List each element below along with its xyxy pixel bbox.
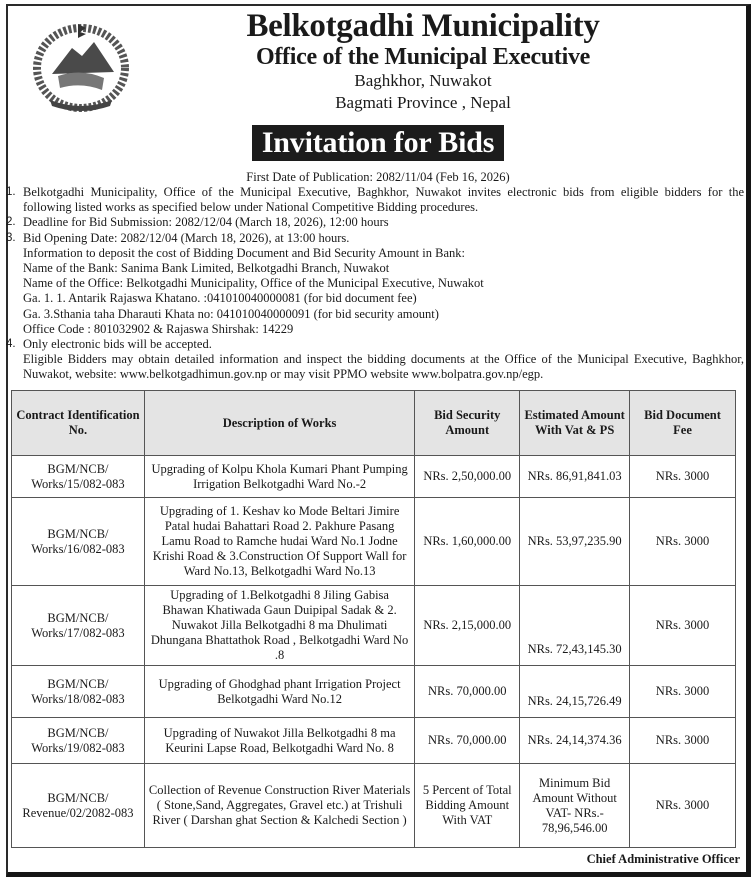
bid-security: NRs. 70,000.00 bbox=[415, 666, 520, 718]
eligible-bidders-text: Eligible Bidders may obtain detailed information and inspect the bidding documents at the Office of the Municipal Executive, Baghkhor, Nuwakot, website: www.belkotgadhimun.gov.np or may visit PPMO website www.bolpatra.gov.np/egp. bbox=[23, 352, 744, 382]
contract-id: BGM/NCB/ Works/19/082-083 bbox=[12, 718, 145, 764]
estimated-amount: NRs. 24,14,374.36 bbox=[520, 718, 630, 764]
document-fee: NRs. 3000 bbox=[630, 666, 736, 718]
bank-info-line: Office Code : 801032902 & Rajaswa Shirshak: 14229 bbox=[23, 321, 294, 336]
bids-table bbox=[11, 390, 736, 848]
address-line-2: Bagmati Province , Nepal bbox=[335, 93, 511, 112]
document-fee: NRs. 3000 bbox=[630, 718, 736, 764]
list-item bbox=[6, 337, 744, 352]
table-row bbox=[12, 498, 736, 586]
bid-security: NRs. 70,000.00 bbox=[415, 718, 520, 764]
table-header-row bbox=[12, 391, 736, 456]
list-number: 2. bbox=[6, 216, 16, 229]
table-row bbox=[12, 718, 736, 764]
list-text: Deadline for Bid Submission: 2082/12/04 (March 18, 2026), 12:00 hours bbox=[23, 215, 389, 230]
list-number: 1. bbox=[6, 186, 16, 198]
document-fee: NRs. 3000 bbox=[630, 456, 736, 498]
contract-id: BGM/NCB/ Works/17/082-083 bbox=[12, 586, 145, 666]
bank-info-line: Name of the Office: Belkotgadhi Municipality, Office of the Municipal Executive, Nuwakot bbox=[23, 276, 484, 291]
list-item bbox=[6, 231, 744, 246]
publication-date: First Date of Publication: 2082/11/04 (Feb 16, 2026) bbox=[246, 170, 510, 184]
contract-id: BGM/NCB/ Revenue/02/2082-083 bbox=[12, 764, 145, 848]
bank-info-line: Name of the Bank: Sanima Bank Limited, Belkotgadhi Branch, Nuwakot bbox=[23, 261, 390, 276]
estimated-amount: NRs. 53,97,235.90 bbox=[520, 498, 630, 586]
table-row bbox=[12, 666, 736, 718]
table-row bbox=[12, 586, 736, 666]
office-subtitle: Office of the Municipal Executive bbox=[255, 44, 591, 70]
estimated-amount: NRs. 86,91,841.03 bbox=[520, 456, 630, 498]
table-row bbox=[12, 456, 736, 498]
list-number: 4. bbox=[6, 338, 16, 351]
col-estimated-amount: Estimated Amount With Vat & PS bbox=[520, 391, 630, 456]
document-fee: NRs. 3000 bbox=[630, 586, 736, 666]
work-description: Upgrading of Nuwakot Jilla Belkotgadhi 8 ma Keurini Lapse Road, Belkotgadhi Ward No. 8 bbox=[144, 718, 414, 764]
signature-title: Chief Administrative Officer bbox=[586, 852, 740, 866]
bid-security: 5 Percent of Total Bidding Amount With VAT bbox=[415, 764, 520, 848]
col-contract-id: Contract Identification No. bbox=[12, 391, 145, 456]
estimated-amount: Minimum Bid Amount Without VAT- NRs.- 78,96,546.00 bbox=[520, 764, 630, 848]
list-text: Only electronic bids will be accepted. bbox=[23, 337, 212, 352]
table-row bbox=[12, 764, 736, 848]
work-description: Upgrading of 1.Belkotgadhi 8 Jiling Gabisa Bhawan Khatiwada Gaun Duipipal Sadak & 2. Nuwakot Jilla Belkotgadhi 8 ma Dhulimati Dhungana Bhattathok Road , Belkotgadhi Ward No .8 bbox=[144, 586, 414, 666]
col-description: Description of Works bbox=[144, 391, 414, 456]
address-line-1: Baghkhor, Nuwakot bbox=[354, 71, 492, 90]
list-text: Bid Opening Date: 2082/12/04 (March 18, 2026), at 13:00 hours. bbox=[23, 230, 350, 245]
work-description: Upgrading of Kolpu Khola Kumari Phant Pumping Irrigation Belkotgadhi Ward No.-2 bbox=[144, 456, 414, 498]
list-text: Belkotgadhi Municipality, Office of the Municipal Executive, Baghkhor, Nuwakot invites electronic bids from eligible bidders for the following listed works as specified below under National Competitive Bidding procedures. bbox=[23, 185, 744, 215]
bid-security: NRs. 2,50,000.00 bbox=[415, 456, 520, 498]
estimated-amount: NRs. 72,43,145.30 bbox=[520, 586, 630, 666]
notice-body bbox=[6, 185, 744, 383]
header bbox=[0, 8, 756, 114]
bank-info-line: Ga. 3.Sthania taha Dharauti Khata no: 041010040000091 (for bid security amount) bbox=[23, 306, 439, 321]
col-bid-security: Bid Security Amount bbox=[415, 391, 520, 456]
work-description: Upgrading of 1. Keshav ko Mode Beltari Jimire Patal hudai Bahattari Road 2. Pakhure Pasang Lamu Road to Ramche hudai Ward No.1 Jodne Krishi Road & 3.Construction Of Support Wall for Ward No.13, Belkotgadhi Ward No.13 bbox=[144, 498, 414, 586]
contract-id: BGM/NCB/ Works/15/082-083 bbox=[12, 456, 145, 498]
list-item bbox=[6, 215, 744, 230]
notice-heading: Invitation for Bids bbox=[252, 125, 504, 161]
list-number: 3. bbox=[6, 231, 16, 244]
bid-security: NRs. 2,15,000.00 bbox=[415, 586, 520, 666]
contract-id: BGM/NCB/ Works/18/082-083 bbox=[12, 666, 145, 718]
list-item bbox=[6, 185, 744, 215]
work-description: Collection of Revenue Construction River Materials ( Stone,Sand, Aggregates, Gravel etc.) at Trishuli River ( Darshan ghat Section & Kalchedi Section ) bbox=[144, 764, 414, 848]
bid-security: NRs. 1,60,000.00 bbox=[415, 498, 520, 586]
contract-id: BGM/NCB/ Works/16/082-083 bbox=[12, 498, 145, 586]
bank-info-line: Information to deposit the cost of Bidding Document and Bid Security Amount in Bank: bbox=[23, 245, 465, 260]
document-fee: NRs. 3000 bbox=[630, 764, 736, 848]
bank-info-line: Ga. 1. 1. Antarik Rajaswa Khatano. :041010040000081 (for bid document fee) bbox=[23, 291, 417, 306]
col-document-fee: Bid Document Fee bbox=[630, 391, 736, 456]
work-description: Upgrading of Ghodghad phant Irrigation Project Belkotgadhi Ward No.12 bbox=[144, 666, 414, 718]
document-fee: NRs. 3000 bbox=[630, 498, 736, 586]
estimated-amount: NRs. 24,15,726.49 bbox=[520, 666, 630, 718]
municipality-title: Belkotgadhi Municipality bbox=[246, 8, 600, 44]
